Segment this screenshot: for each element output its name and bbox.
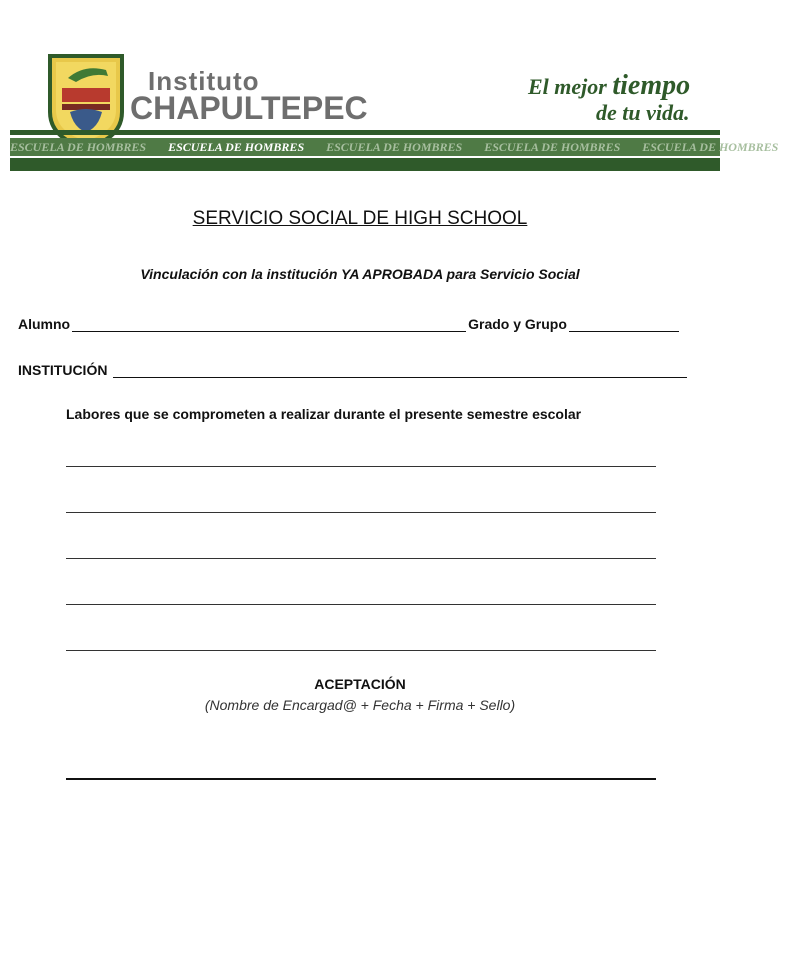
band-label: ESCUELA DE HOMBRES	[484, 140, 621, 154]
acceptance-title: ACEPTACIÓN	[314, 676, 406, 692]
motto-line-1	[528, 70, 690, 102]
institution-field[interactable]	[113, 363, 687, 378]
grade-group-field[interactable]	[569, 317, 679, 332]
form-title: SERVICIO SOCIAL DE HIGH SCHOOL	[192, 208, 528, 229]
band-top-stripe	[10, 130, 720, 135]
institution-row	[18, 362, 689, 378]
band-label: ESCUELA DE HOMBRES	[642, 140, 779, 154]
task-line-4[interactable]	[66, 604, 656, 605]
institute-name-small: Instituto	[148, 66, 260, 96]
school-band	[10, 138, 779, 156]
task-line-1[interactable]	[66, 466, 656, 467]
institution-label: INSTITUCIÓN	[18, 362, 108, 378]
acceptance-note: (Nombre de Encargad@ + Fecha + Firma + Sello)	[204, 697, 516, 713]
band-bottom-stripe	[10, 158, 720, 171]
institute-name-big: CHAPULTEPEC	[130, 90, 368, 126]
institute-shield-logo	[46, 52, 126, 150]
band-label: ESCUELA DE HOMBRES	[10, 140, 147, 154]
student-label: Alumno	[18, 316, 71, 332]
task-line-3[interactable]	[66, 558, 656, 559]
motto-part-a: El mejor	[528, 74, 613, 99]
motto-part-b: tiempo	[612, 70, 691, 101]
form-subtitle: Vinculación con la institución YA APROBADA para Servicio Social	[140, 266, 580, 282]
header-banner	[0, 0, 779, 180]
task-line-5[interactable]	[66, 650, 656, 651]
student-row	[18, 316, 681, 332]
student-name-field[interactable]	[72, 317, 466, 332]
band-label: ESCUELA DE HOMBRES	[326, 140, 463, 154]
grade-label: Grado y Grupo	[468, 316, 567, 332]
motto-line-2: de tu vida.	[596, 100, 690, 125]
band-label: ESCUELA DE HOMBRES	[168, 140, 305, 154]
tasks-intro: Labores que se comprometen a realizar durante el presente semestre escolar	[66, 406, 582, 422]
task-line-2[interactable]	[66, 512, 656, 513]
signature-line[interactable]	[66, 778, 656, 780]
